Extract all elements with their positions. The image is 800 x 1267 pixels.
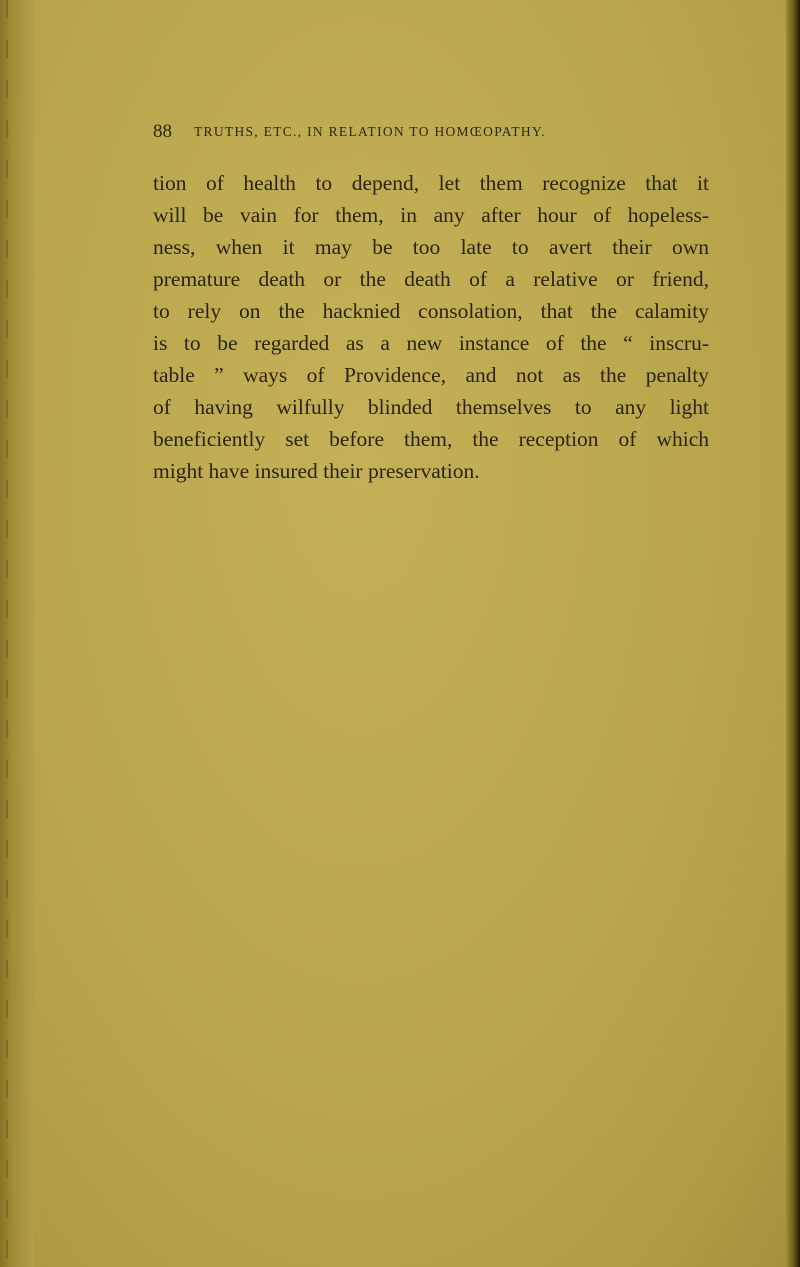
text-line: premature death or the death of a relative or friend, xyxy=(153,267,709,291)
page-edge-shadow xyxy=(786,0,800,1267)
text-line: ness, when it may be too late to avert their own xyxy=(153,235,709,259)
text-line: tion of health to depend, let them recognize that it xyxy=(153,171,709,195)
page-header xyxy=(153,121,713,143)
text-line: table ” ways of Providence, and not as the penalty xyxy=(153,363,709,387)
page-gutter-shadow xyxy=(0,0,34,1267)
text-line: beneficiently set before them, the reception of which xyxy=(153,427,709,451)
text-line: to rely on the hacknied consolation, that the calamity xyxy=(153,299,709,323)
body-paragraph xyxy=(153,167,709,487)
page-number: 88 xyxy=(153,121,172,142)
text-line: might have insured their preservation. xyxy=(153,459,480,483)
text-line: of having wilfully blinded themselves to any light xyxy=(153,395,709,419)
text-line: will be vain for them, in any after hour of hopeless- xyxy=(153,203,709,227)
running-head: TRUTHS, ETC., IN RELATION TO HOMŒOPATHY. xyxy=(194,124,546,139)
text-line: is to be regarded as a new instance of the “ inscru- xyxy=(153,331,709,355)
